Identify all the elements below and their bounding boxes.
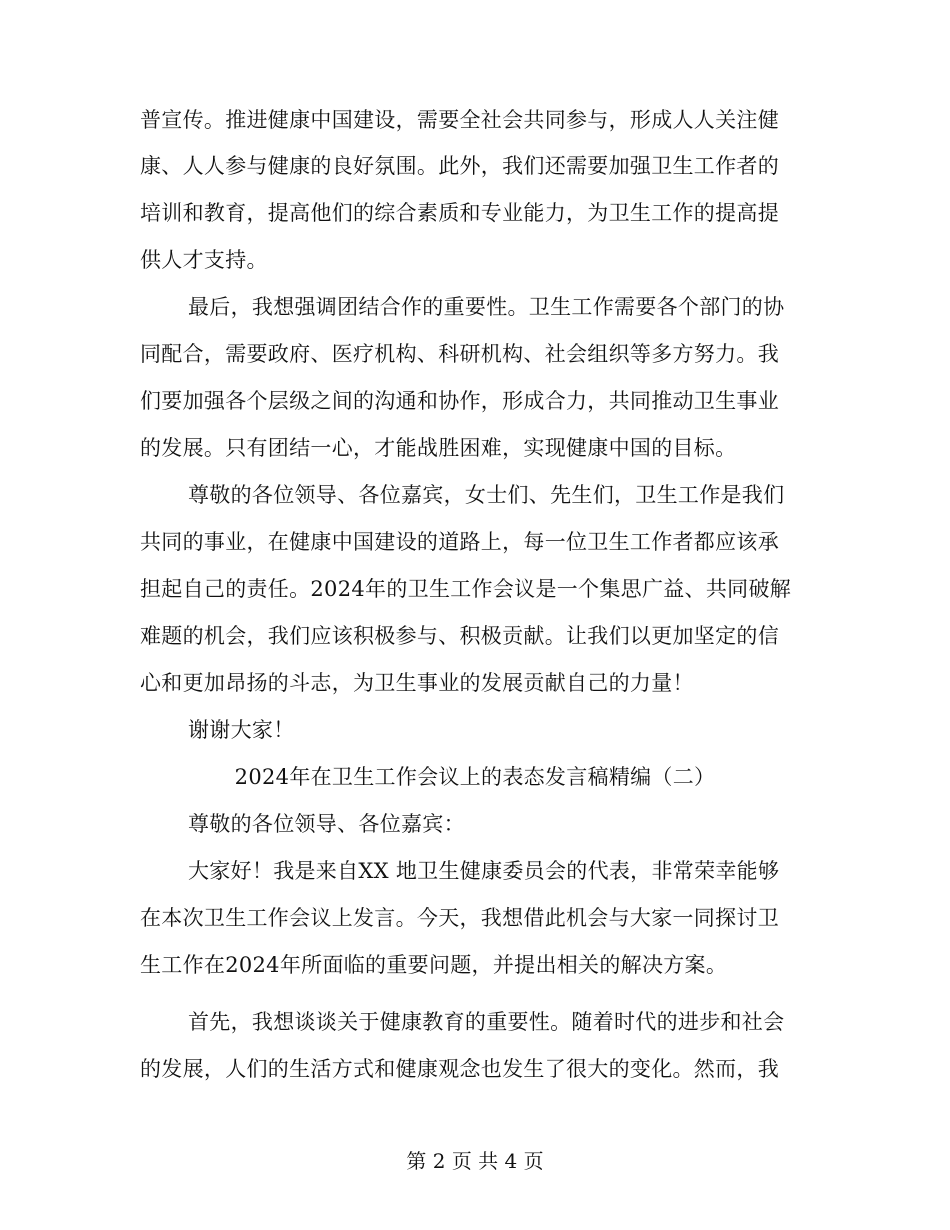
section-title: 2024年在卫生工作会议上的表态发言稿精编（二） bbox=[234, 765, 716, 789]
text-line: 大家好！我是来自XX 地卫生健康委员会的代表，非常荣幸能够 bbox=[188, 859, 780, 883]
text-line: 生工作在2024年所面临的重要问题，并提出相关的解决方案。 bbox=[140, 953, 728, 977]
text-line: 的发展。只有团结一心，才能战胜困难，实现健康中国的目标。 bbox=[140, 436, 737, 460]
text-line: 普宣传。推进健康中国建设，需要全社会共同参与，形成人人关注健 bbox=[140, 108, 779, 132]
text-line: 同配合，需要政府、医疗机构、科研机构、社会组织等多方努力。我 bbox=[140, 342, 779, 366]
text-line: 最后，我想强调团结合作的重要性。卫生工作需要各个部门的协 bbox=[188, 295, 785, 319]
text-line: 难题的机会，我们应该积极参与、积极贡献。让我们以更加坚定的信 bbox=[140, 624, 779, 648]
text-line: 的发展，人们的生活方式和健康观念也发生了很大的变化。然而，我 bbox=[140, 1057, 779, 1081]
text-line: 尊敬的各位领导、各位嘉宾，女士们、先生们，卫生工作是我们 bbox=[188, 483, 785, 507]
text-line: 供人才支持。 bbox=[140, 248, 268, 272]
text-line: 首先，我想谈谈关于健康教育的重要性。随着时代的进步和社会 bbox=[188, 1010, 785, 1034]
text-line: 培训和教育，提高他们的综合素质和专业能力，为卫生工作的提高提 bbox=[140, 201, 779, 225]
text-line: 在本次卫生工作会议上发言。今天，我想借此机会与大家一同探讨卫 bbox=[140, 906, 779, 930]
salutation: 尊敬的各位领导、各位嘉宾： bbox=[188, 812, 465, 836]
text-line: 康、人人参与健康的良好氛围。此外，我们还需要加强卫生工作者的 bbox=[140, 154, 779, 178]
text-line: 心和更加昂扬的斗志，为卫生事业的发展贡献自己的力量！ bbox=[140, 671, 694, 695]
text-line: 谢谢大家！ bbox=[188, 718, 295, 742]
text-line: 共同的事业，在健康中国建设的道路上，每一位卫生工作者都应该承 bbox=[140, 530, 779, 554]
text-line: 担起自己的责任。2024年的卫生工作会议是一个集思广益、共同破解 bbox=[140, 577, 792, 601]
text-line: 们要加强各个层级之间的沟通和协作，形成合力，共同推动卫生事业 bbox=[140, 389, 779, 413]
page-footer: 第 2 页 共 4 页 bbox=[406, 1149, 544, 1173]
